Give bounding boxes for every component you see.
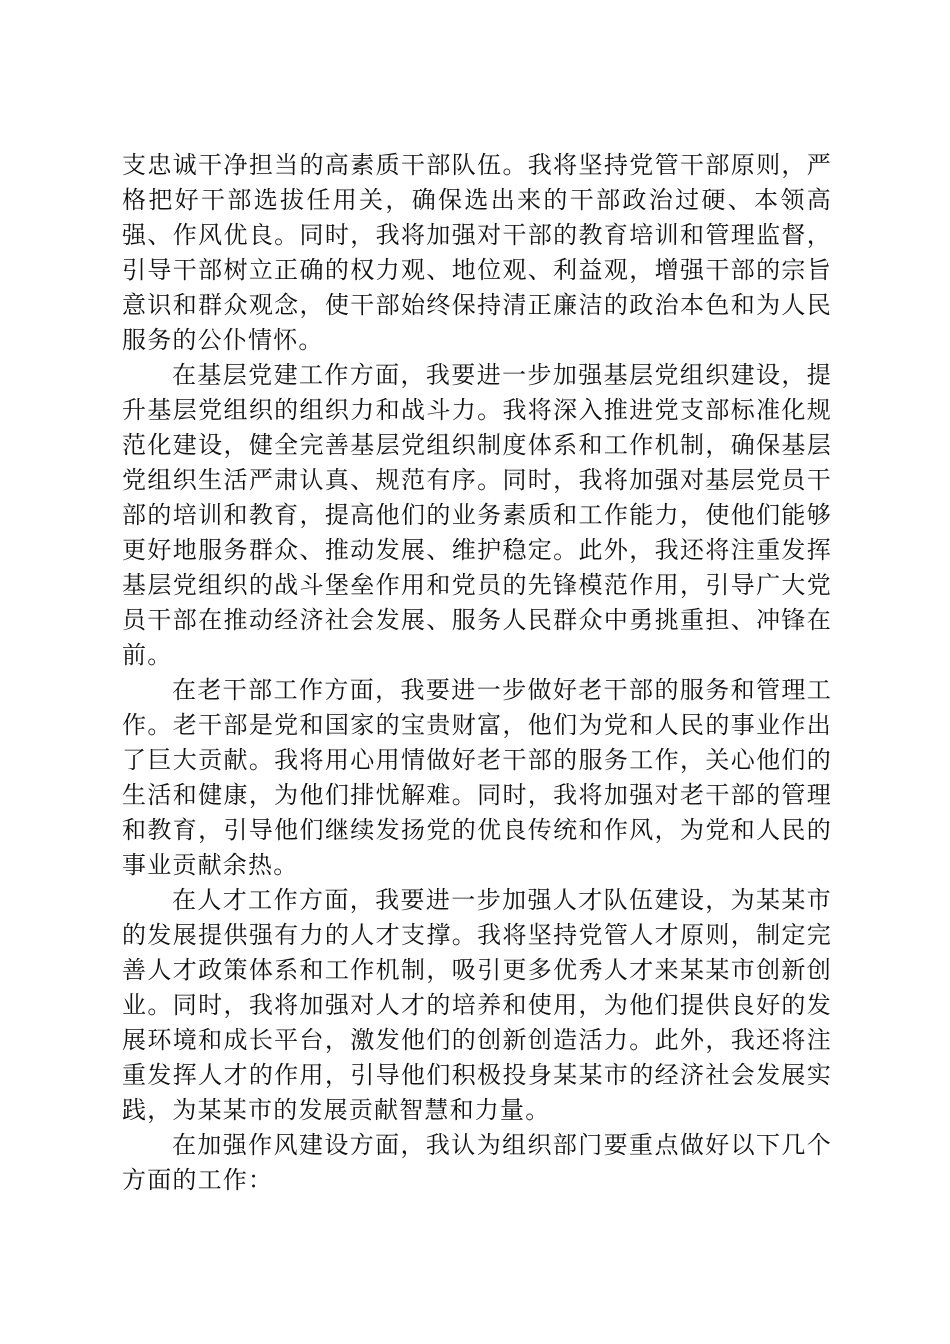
document-body	[122, 148, 832, 1198]
paragraph-veteran-cadres: 在老干部工作方面，我要进一步做好老干部的服务和管理工作。老干部是党和国家的宝贵财富，他们为党和人民的事业作出了巨大贡献。我将用心用情做好老干部的服务工作，关心他们的生活和健康，为他们排忧解难。同时，我将加强对老干部的管理和教育，引导他们继续发扬党的优良传统和作风，为党和人民的事业贡献余热。	[122, 676, 832, 879]
paragraph-talent-work: 在人才工作方面，我要进一步加强人才队伍建设，为某某市的发展提供强有力的人才支撑。我将坚持党管人才原则，制定完善人才政策体系和工作机制，吸引更多优秀人才来某某市创新创业。同时，我将加强对人才的培养和使用，为他们提供良好的发展环境和成长平台，激发他们的创新创造活力。此外，我还将注重发挥人才的作用，引导他们积极投身某某市的经济社会发展实践，为某某市的发展贡献智慧和力量。	[122, 886, 832, 1124]
paragraph-work-style: 在加强作风建设方面，我认为组织部门要重点做好以下几个方面的工作：	[122, 1131, 832, 1194]
paragraph-grassroots-party-building: 在基层党建工作方面，我要进一步加强基层党组织建设，提升基层党组织的组织力和战斗力。我将深入推进党支部标准化规范化建设，健全完善基层党组织制度体系和工作机制，确保基层党组织生活严肃认真、规范有序。同时，我将加强对基层党员干部的培训和教育，提高他们的业务素质和工作能力，使他们能够更好地服务群众、推动发展、维护稳定。此外，我还将注重发挥基层党组织的战斗堡垒作用和党员的先锋模范作用，引导广大党员干部在推动经济社会发展、服务人民群众中勇挑重担、冲锋在前。	[122, 361, 832, 669]
paragraph-continued: 支忠诚干净担当的高素质干部队伍。我将坚持党管干部原则，严格把好干部选拔任用关，确保选出来的干部政治过硬、本领高强、作风优良。同时，我将加强对干部的教育培训和管理监督，引导干部树立正确的权力观、地位观、利益观，增强干部的宗旨意识和群众观念，使干部始终保持清正廉洁的政治本色和为人民服务的公仆情怀。	[122, 151, 832, 354]
